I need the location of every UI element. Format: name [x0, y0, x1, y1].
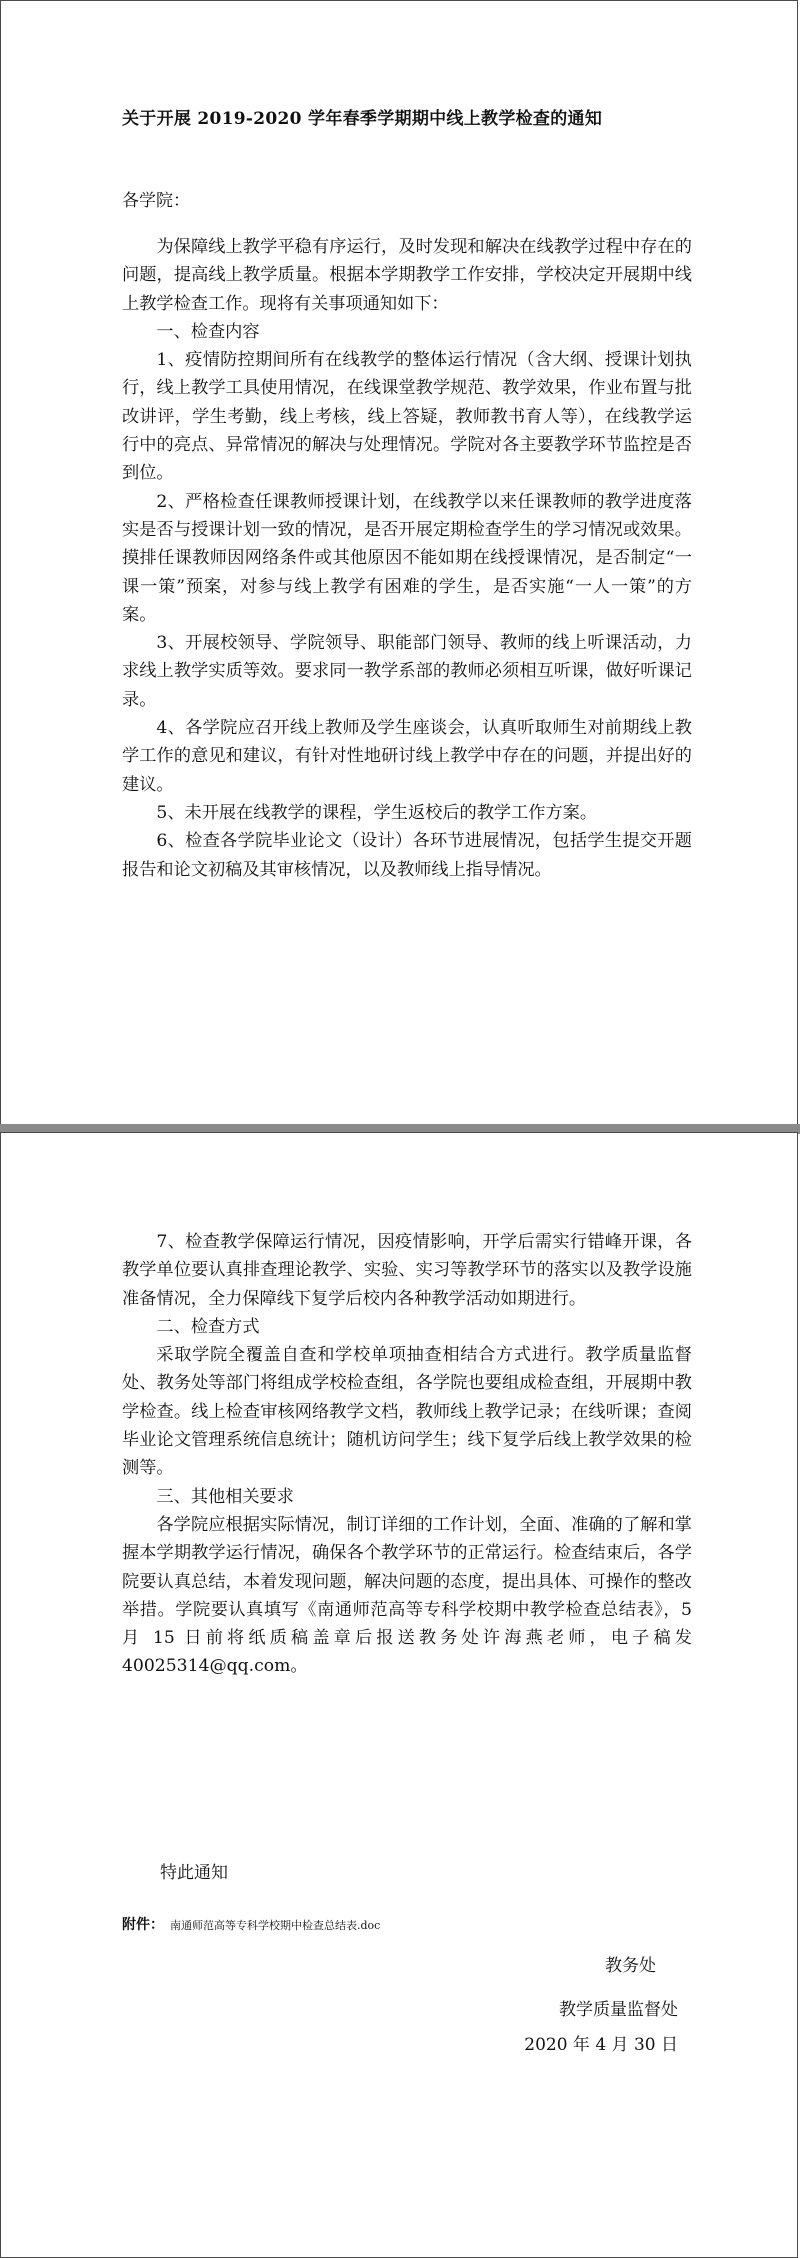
attachment-line — [122, 1914, 380, 1934]
attachment-filename: 南通师范高等专科学校期中检查总结表.doc — [170, 1919, 381, 1932]
section-heading-other-requirements: 三、其他相关要求 — [156, 1486, 294, 1507]
paragraph-check-method: 采取学院全覆盖自查和学校单项抽查相结合方式进行。教学质量监督处、教务处等部门将组成学校检查组，各学院也要组成检查组，开展期中教学检查。线上检查审核网络教学文档，教师线上教学记录；在线听课；查阅毕业论文管理系统信息统计；随机访问学生；线下复学后线上教学效果的检测等。 — [122, 1345, 692, 1479]
section-heading-check-method: 二、检查方式 — [156, 1316, 260, 1337]
body-page-1 — [122, 233, 692, 884]
paragraph-item-1: 1、疫情防控期间所有在线教学的整体运行情况（含大纲、授课计划执行，线上教学工具使用情况，在线课堂教学规范、教学效果，作业布置与批改讲评，学生考勤，线上考核，线上答疑，教师教书育人等），在线教学运行中的亮点、异常情况的解决与处理情况。学院对各主要教学环节监控是否到位。 — [122, 350, 692, 484]
paragraph-item-5: 5、未开展在线教学的课程，学生返校后的教学工作方案。 — [156, 802, 598, 823]
paragraph-intro: 为保障线上教学平稳有序运行，及时发现和解决在线教学过程中存在的问题，提高线上教学质量。根据本学期教学工作安排，学校决定开展期中线上教学检查工作。现将有关事项通知如下： — [122, 237, 692, 314]
paragraph-item-3: 3、开展校领导、学院领导、职能部门领导、教师的线上听课活动，力求线上教学实质等效。要求同一教学系部的教师必须相互听课，做好听课记录。 — [122, 633, 692, 710]
paragraph-item-4: 4、各学院应召开线上教师及学生座谈会，认真听取师生对前期线上教学工作的意见和建议，有针对性地研讨线上教学中存在的问题，并提出好的建议。 — [122, 718, 692, 795]
signature-academic-affairs: 教务处 — [605, 1956, 656, 1976]
closing-remark: 特此通知 — [160, 1863, 228, 1883]
paragraph-other-requirements: 各学院应根据实际情况，制订详细的工作计划，全面、准确的了解和掌握本学期教学运行情况，确保各个教学环节的正常运行。检查结束后，各学院要认真总结，本着发现问题，解决问题的态度，提出具体、可操作的整改举措。学院要认真填写《南通师范高等专科学校期中教学检查总结表》，5 月 15 日前将纸质稿盖章后报送教务处许海燕老师，电子稿发 40025314@qq.com。 — [122, 1514, 692, 1677]
notice-title: 关于开展 2019-2020 学年春季学期期中线上教学检查的通知 — [122, 109, 603, 129]
attachment-label: 附件： — [122, 1917, 164, 1933]
paragraph-item-2: 2、严格检查任课教师授课计划，在线教学以来任课教师的教学进度落实是否与授课计划一致的情况，是否开展定期检查学生的学习情况或效果。摸排任课教师因网络条件或其他原因不能如期在线授课情况，是否制定“一课一策”预案，对参与线上教学有困难的学生，是否实施“一人一策”的方案。 — [122, 491, 692, 625]
body-page-2 — [122, 1228, 692, 1681]
section-heading-check-content: 一、检查内容 — [156, 321, 260, 342]
salutation: 各学院： — [122, 191, 190, 211]
signature-quality-office: 教学质量监督处 — [559, 2000, 678, 2020]
paragraph-item-6: 6、检查各学院毕业论文（设计）各环节进展情况，包括学生提交开题报告和论文初稿及其审核情况，以及教师线上指导情况。 — [122, 831, 692, 880]
signature-date: 2020 年 4 月 30 日 — [524, 2035, 678, 2055]
paragraph-item-7: 7、检查教学保障运行情况，因疫情影响，开学后需实行错峰开课，各教学单位要认真排查理论教学、实验、实习等教学环节的落实以及教学设施准备情况，全力保障线下复学后校内各种教学活动如期进行。 — [122, 1232, 692, 1309]
